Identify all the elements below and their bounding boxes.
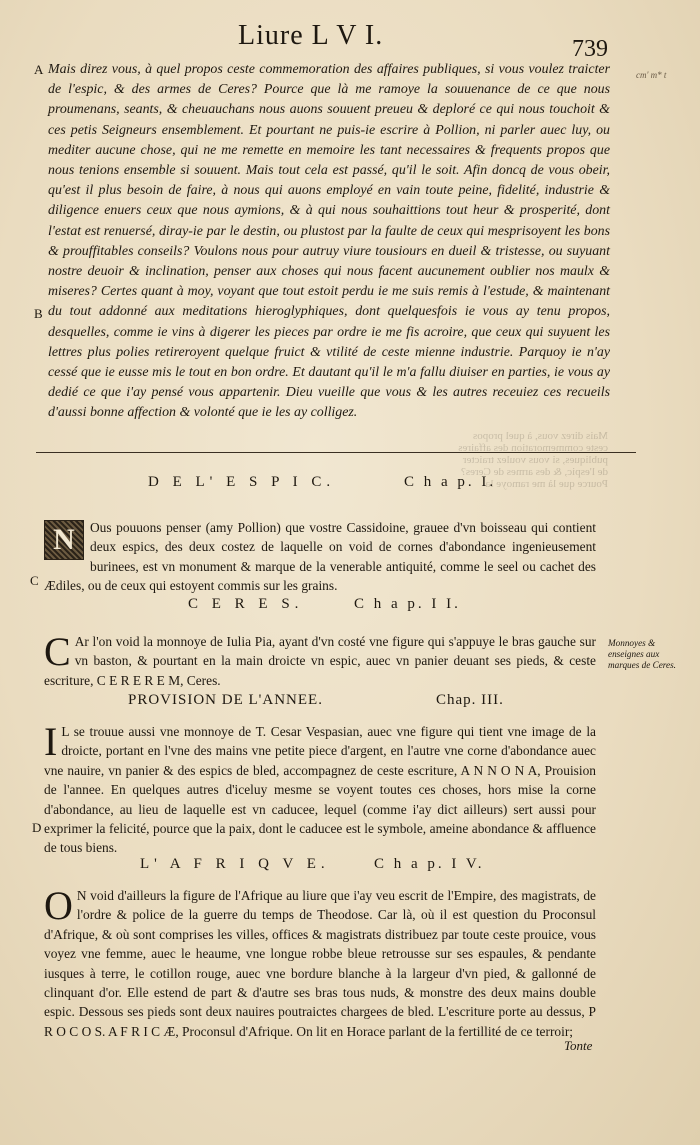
chapter-4-number: C h a p. I V.	[374, 856, 485, 872]
chapter-3-heading	[36, 692, 636, 714]
chapter-2-heading	[36, 596, 636, 618]
chapter-2-body	[44, 629, 596, 690]
initial-capital: I	[44, 719, 58, 764]
chapter-1-number: C h a p. I.	[404, 474, 497, 490]
side-note-ceres: Monnoyes & enseignes aux marques de Ceres.	[608, 638, 676, 670]
margin-note-top: cm' m* t	[636, 70, 667, 80]
letter-paragraph: Mais direz vous, à quel propos ceste commemoration des affaires publiques, si vous voulez traicter de l'espic, & des armes de Ceres? Pource que là me ramoye la souuenance de ce que nous proumenans, seants, & cheuauchans nous auons souuent preueu & deploré ce qui nous touchoit & ces petis Seigneurs ensemblement. Et pourtant ne puis-ie escrire à Pollion, ni parler auec luy, ou mediter aucune chose, qui ne me remette en memoire les tant necessaires & frequents propos que nous tenions ensemble si souuent. Mais tout cela est passé, qu'il le soit. Afin doncq de vous obeir, qu'est il plus besoin de faire, à nous qui auons employé en vain toute peine, fidelité, industrie & diligence enuers ceux que nous aymions, & à qui nous souhaittions tout heur & prosperité, dont l'estat est renuersé, diray-ie par le destin, ou plustost par la faulte de ceux qui mesprisoyent les bons & prouffitables conseils? Voulons nous pour autruy viure tousiours en dueil & tristesse, ou suyuant nostre deuoir & inclination, penser aux choses qui nous facent aucunement oublier nos maulx & miseres? Certes quant à moy, voyant que tout estoit perdu ie me suis remis à l'estude, & maintenant du tout addonné aux meditations hieroglyphiques, dont quelquesfois ie vous ay tenu propos, desquelles, comme ie vins à digerer les pieces par ordre ie me fis acroire, que ceux qui suyuent les lettres plus polies retireroyent quelque fruict & vtilité de ceste mienne industrie. Parquoy ie n'ay cessé que ie eusse mis le tout en bon ordre. Et dautant qu'il le m'a fallu diuiser en parties, ie vous ay dedié ce que i'ay pensé vous appartenir. Dieu vueille que vous & les autres receuiez ces recueils d'aussi bonne affection & volonté que ie les ay colligez.	[48, 62, 610, 421]
chapter-1-heading	[36, 474, 636, 496]
chapter-3-text: L se trouue aussi vne monnoye de T. Cesar Vespasian, auec vne figure qui tient vne image de la droicte, portant en l'vne des mains vne petite piece d'argent, en l'autre vne corne d'abondance auec vne nauire, vn panier & des espics de bled, accompagnez de ceste escriture, A N N O N A, Prouision de l'annee. En quelques autres d'iceluy mesme se voyent toutes ces choses, hors mise la corne d'abondance, au lieu de laquelle est vn caducee, lequel (comme i'ay dict ailleurs) sert aussi pour exprimer la felicité, pource que la paix, dont le caducee est le symbole, ameine abondance & affluence de tous biens.	[44, 724, 596, 856]
chapter-3-number: Chap. III.	[436, 692, 504, 708]
margin-letter-c: C	[30, 573, 39, 588]
chapter-4-heading	[36, 856, 636, 878]
chapter-2-number: C h a p. I I.	[354, 596, 461, 612]
show-through-text: Mais direz vous, à quel propos ceste commemoration des affaires publiques, si vous voulez traicter de l'espic, & des armes de Ceres? Pource que là me ramoye la	[458, 430, 608, 490]
chapter-4-body	[44, 883, 596, 1041]
chapter-3-body	[44, 719, 596, 858]
chapter-4-title: L' A F R I Q V E.	[140, 856, 330, 872]
catchword: Tonte	[564, 1038, 593, 1053]
running-header-title: Liure L V I.	[238, 20, 384, 51]
ornamental-dropcap: N	[44, 520, 84, 560]
dedicatory-letter	[48, 60, 610, 424]
chapter-2-title: C E R E S.	[188, 596, 304, 612]
chapter-4-text: N void d'ailleurs la figure de l'Afrique au liure que i'ay veu escrit de l'Empire, des magistrats, de l'ordre & police de la guerre du temps de Theodose. Car là, où il est question du Proconsul d'Afrique, & où sont comprises les villes, offices & magistrats distribuez par toute ceste prouice, vous voyez vne femme, auec le heaume, vne longue robbe bleue retrousse sur ses espaules, & pendante iusques à terre, le cotillon rouge, auec vne bordure blanche à la largeur d'vn pied, & gallonné de clinquant d'or. Elle estend de part & d'autre ses bras tous nuds, & monstre des deux mains double espic. Dessous ses pieds sont deux nauires poutraictes chargees de bled. L'escriture porte au dessus, P R O C O S. A F R I C Æ, Proconsul d'Afrique. On lit en Horace parlant de la fertillité de ce terroir;	[44, 888, 596, 1039]
margin-letter-a: A	[34, 62, 44, 77]
margin-letter-b: B	[34, 306, 43, 321]
initial-capital: O	[44, 883, 73, 928]
section-rule	[36, 452, 636, 453]
chapter-2-text: Ar l'on void la monnoye de Iulia Pia, ayant d'vn costé vne figure qui s'appuye le bras gauche sur vn baston, & pourtant en la main droicte vn espic, auec vn panier deuant ses pieds, & ceste escriture, C E R E R E M, Ceres.	[44, 634, 596, 688]
chapter-1-text: Ous pouuons penser (amy Pollion) que vostre Cassidoine, grauee d'vn boisseau qui contient deux espics, des deux costez de laquelle on void de cornes d'abondance ingenieusement burinees, est vn monument & marque de la venerable antiquité, comme le seel ou cachet des Ædiles, ou de ceux qui estoyent commis sur les grains.	[44, 520, 596, 594]
initial-capital: C	[44, 629, 71, 674]
page-number: 739	[572, 36, 608, 62]
chapter-1-body	[44, 518, 596, 596]
chapter-1-title: D E L' E S P I C.	[148, 474, 336, 490]
margin-letter-d: D	[32, 820, 42, 835]
chapter-3-title: PROVISION DE L'ANNEE.	[128, 692, 323, 708]
